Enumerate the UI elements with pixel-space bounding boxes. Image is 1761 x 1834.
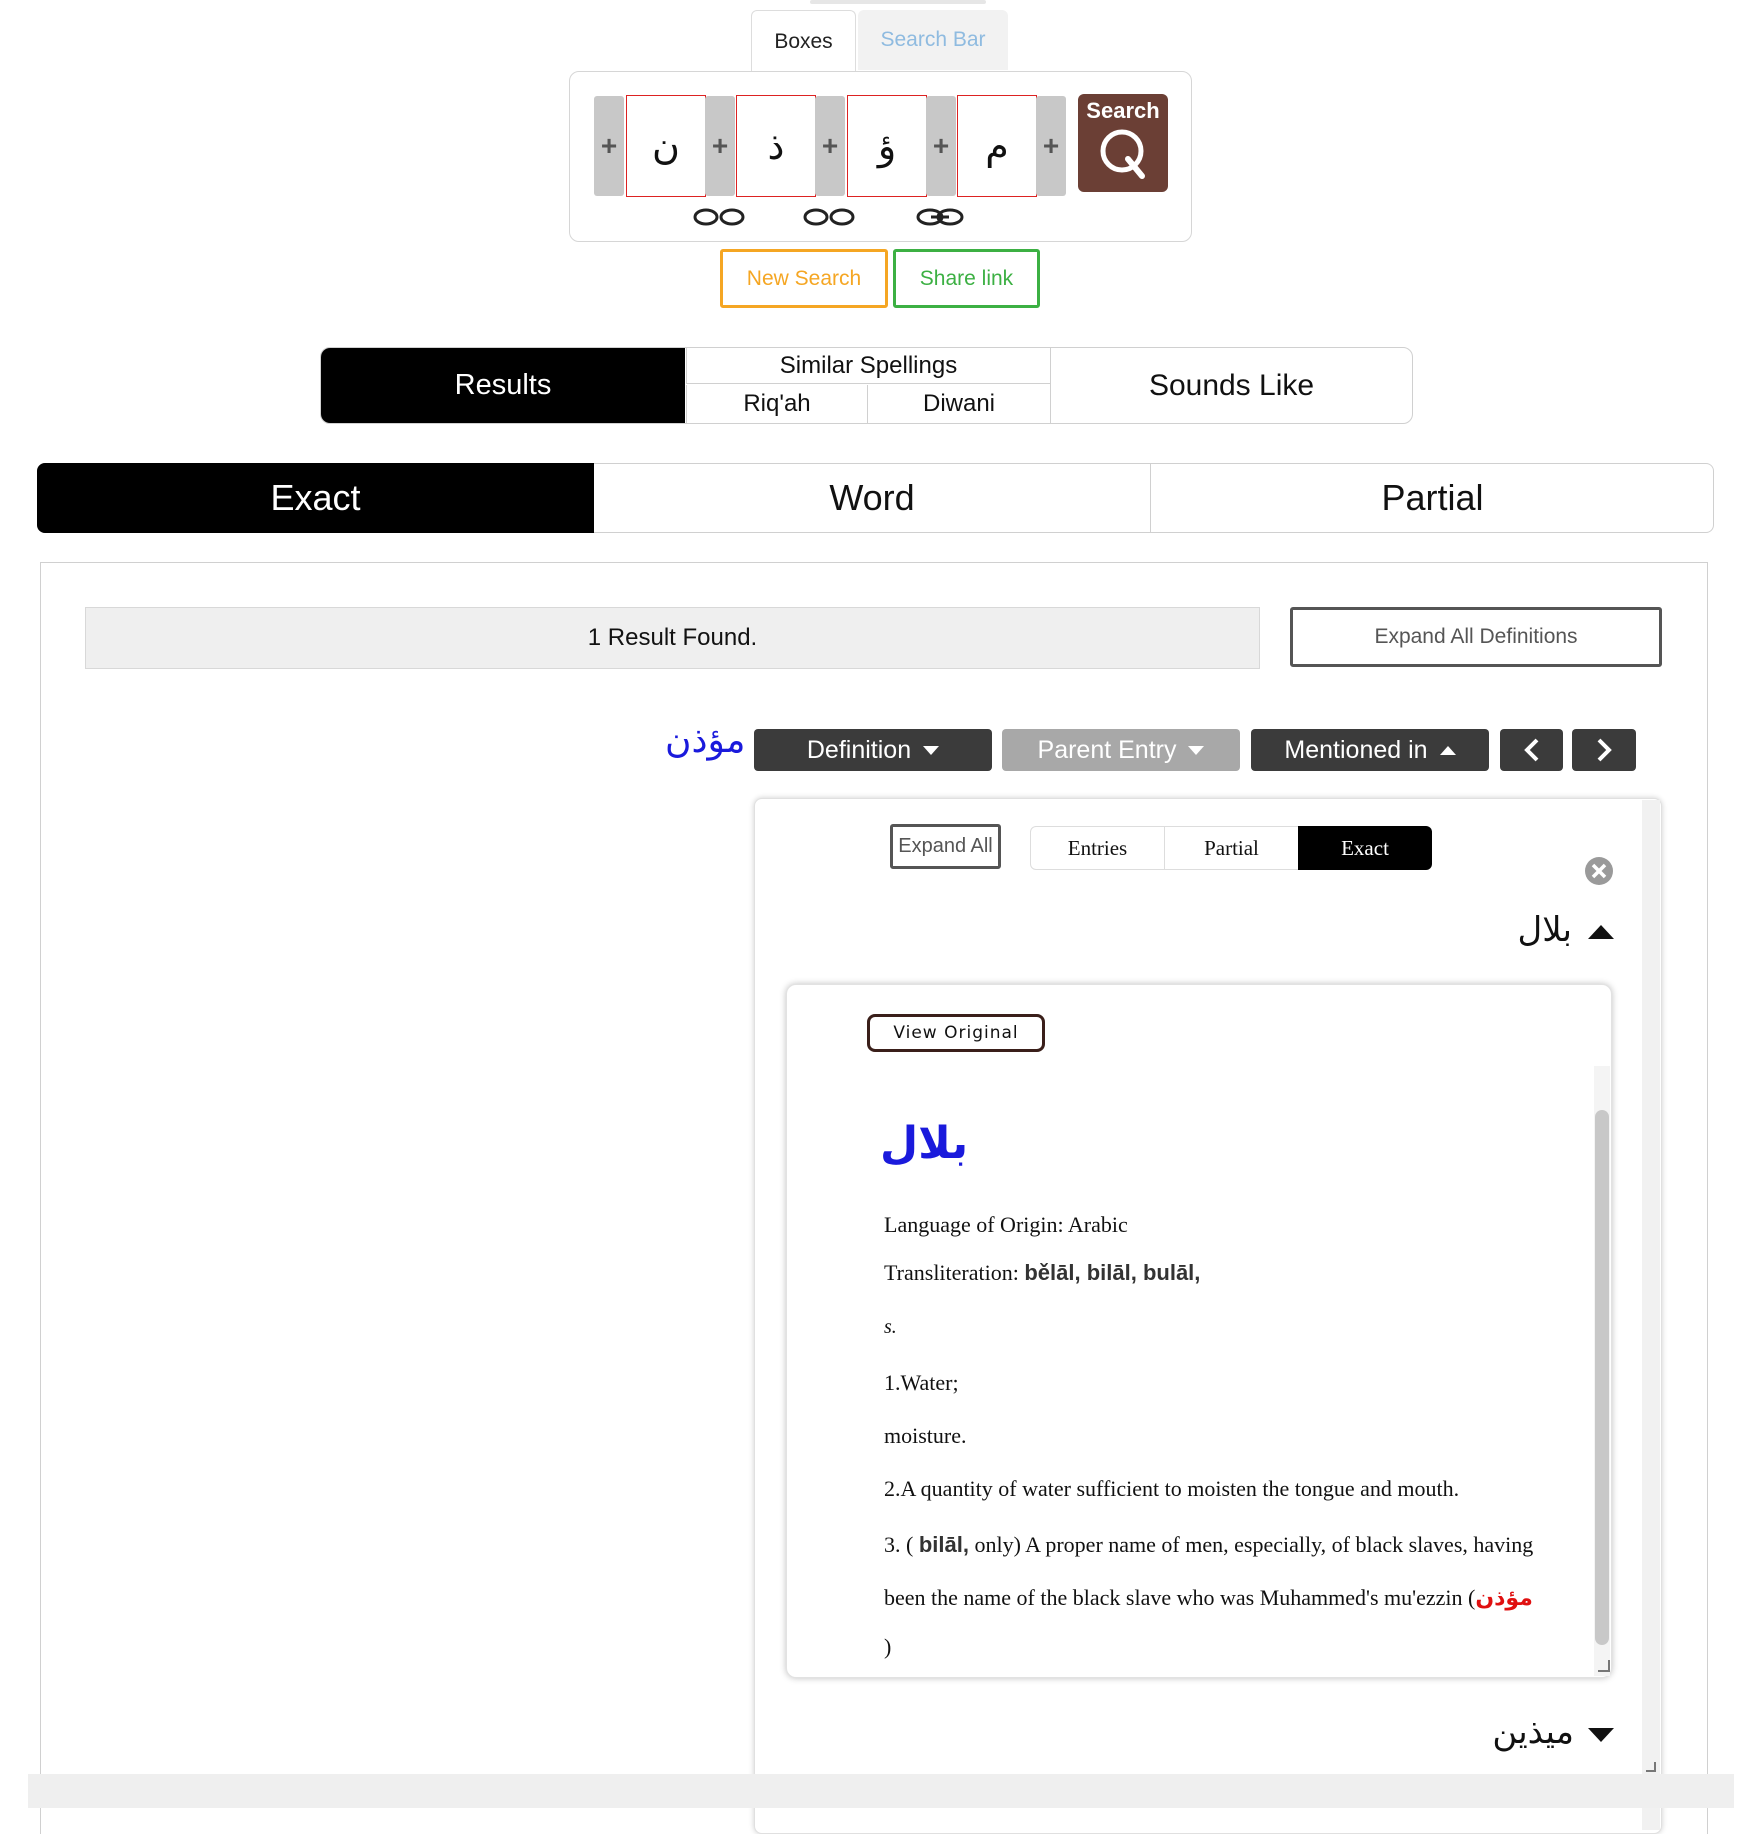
link-toggle-icon[interactable] <box>692 206 746 228</box>
top-handle <box>810 0 986 4</box>
search-button[interactable] <box>1078 94 1168 192</box>
sense-3-prefix: 3. ( <box>884 1532 914 1557</box>
caret-up-icon[interactable] <box>1588 925 1614 939</box>
sense-2: 2.A quantity of water sufficient to moisten the tongue and mouth. <box>884 1476 1460 1501</box>
sense-3-line-2 <box>884 1585 1533 1611</box>
parent-entry-label: Parent Entry <box>1037 735 1177 764</box>
sense-1b: moisture. <box>884 1423 967 1448</box>
entry-title[interactable]: بلال <box>1517 910 1572 950</box>
insert-letter-button[interactable]: + <box>594 96 624 196</box>
result-word[interactable]: مؤذن <box>665 720 746 761</box>
chevron-right-icon <box>1594 737 1614 763</box>
tab-word[interactable]: Word <box>829 477 915 518</box>
parent-entry-dropdown-button[interactable] <box>1002 729 1240 771</box>
language-of-origin: Language of Origin: Arabic <box>884 1212 1128 1237</box>
part-of-speech: s. <box>884 1316 897 1338</box>
entry-title[interactable]: میذین <box>1492 1712 1574 1752</box>
mentioned-in-dropdown-button[interactable] <box>1251 729 1489 771</box>
search-icon <box>1098 126 1148 182</box>
definition-card <box>786 984 1612 1678</box>
insert-letter-button[interactable]: + <box>705 96 735 196</box>
tab-search-bar[interactable]: Search Bar <box>858 10 1008 70</box>
caret-down-icon <box>923 746 939 755</box>
caret-down-icon <box>1188 746 1204 755</box>
sense-3-close: ) <box>884 1634 892 1659</box>
transliteration-label: Transliteration: <box>884 1260 1019 1285</box>
definition-label: Definition <box>806 735 912 764</box>
card-scrollbar-thumb[interactable] <box>1595 1110 1609 1645</box>
chevron-left-icon <box>1522 737 1542 763</box>
search-button-label: Search <box>1086 98 1160 123</box>
tab-riqah[interactable]: Riq'ah <box>686 385 868 423</box>
letter-box[interactable]: ن <box>626 95 706 197</box>
resize-handle-icon[interactable] <box>1646 1762 1656 1772</box>
sense-3-line-2-text: been the name of the black slave who was Muhammed's mu'ezzin ( <box>884 1585 1476 1610</box>
transliteration-value: bělāl, bilāl, bulāl, <box>1024 1260 1201 1285</box>
tab-partial-mentioned[interactable]: Partial <box>1164 827 1298 869</box>
view-original-button[interactable]: View Original <box>867 1014 1045 1052</box>
tab-entries[interactable]: Entries <box>1067 835 1128 860</box>
tab-sounds-like[interactable]: Sounds Like <box>1050 348 1412 423</box>
tab-partial[interactable]: Partial <box>1381 477 1484 518</box>
share-link-button[interactable]: Share link <box>893 249 1040 308</box>
transliteration-line <box>884 1260 1200 1286</box>
caret-down-icon[interactable] <box>1588 1728 1614 1742</box>
letter-box[interactable]: ذ <box>736 95 816 197</box>
letter-box[interactable]: ؤ <box>847 95 927 197</box>
link-chain-icon[interactable] <box>913 206 967 228</box>
expand-all-definitions-button[interactable]: Expand All Definitions <box>1290 607 1662 667</box>
mentioned-in-label: Mentioned in <box>1284 735 1428 764</box>
sense-3 <box>884 1532 1533 1558</box>
tab-diwani[interactable]: Diwani <box>922 390 996 417</box>
caret-up-icon <box>1440 746 1456 755</box>
panel-scrollbar-track[interactable] <box>1642 800 1660 1830</box>
sense-3-transliteration: bilāl, <box>918 1532 969 1557</box>
link-toggle-icon[interactable] <box>802 206 856 228</box>
insert-letter-button[interactable]: + <box>1036 96 1066 196</box>
next-button[interactable] <box>1572 729 1636 771</box>
tab-results[interactable]: Results <box>321 348 685 423</box>
tab-exact-mentioned[interactable]: Exact <box>1298 826 1432 870</box>
resize-handle-icon[interactable] <box>1598 1660 1610 1672</box>
tab-boxes[interactable]: Boxes <box>751 10 856 72</box>
expand-all-button[interactable]: Expand All <box>890 824 1001 869</box>
muezzin-arabic-link[interactable]: مؤذن <box>1475 1586 1533 1611</box>
tab-exact[interactable]: Exact <box>37 463 594 533</box>
tab-similar-spellings[interactable]: Similar Spellings <box>686 348 1050 384</box>
letter-box[interactable]: م <box>957 95 1037 197</box>
sense-1a: 1.Water; <box>884 1370 959 1395</box>
result-count: 1 Result Found. <box>85 607 1260 669</box>
insert-letter-button[interactable]: + <box>815 96 845 196</box>
insert-letter-button[interactable]: + <box>926 96 956 196</box>
previous-button[interactable] <box>1500 729 1563 771</box>
close-icon[interactable] <box>1584 856 1614 886</box>
horizontal-scrollbar[interactable] <box>28 1774 1734 1808</box>
sense-3-text: only) A proper name of men, especially, of black slaves, having <box>974 1532 1534 1557</box>
definition-headword: بلال <box>880 1118 969 1169</box>
definition-dropdown-button[interactable] <box>754 729 992 771</box>
new-search-button[interactable]: New Search <box>720 249 888 308</box>
